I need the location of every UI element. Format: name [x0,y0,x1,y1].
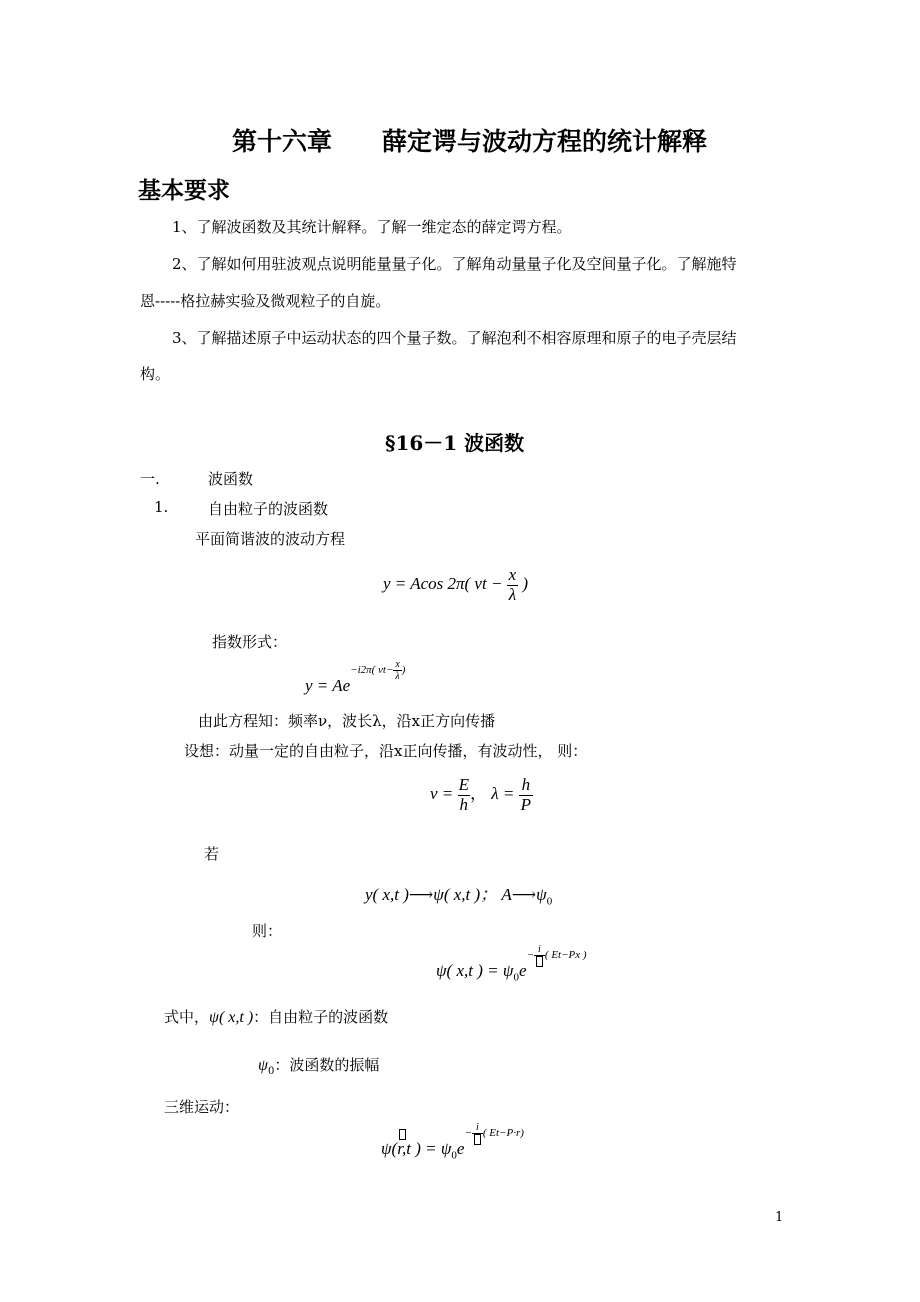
exponential-form-label: 指数形式： [212,633,288,651]
equation-plane-wave: y = Acos 2π( νt − $\frac{x}{\lambda}$ ) [383,565,528,604]
then-label: 则： [252,922,283,940]
equation-exponential-form: $y = Ae^{-i2\pi( \nu t- \frac{x}{\lambda} )}$ [305,658,406,695]
subsection-number: 1. [154,498,169,516]
from-equation-text: 由此方程知：频率ν，波长λ，沿x正方向传播 [198,712,496,730]
hbar-placeholder-icon [536,956,543,967]
hbar-placeholder-icon [474,1134,481,1145]
page-title: 第十六章 薛定谔与波动方程的统计解释 [232,127,708,156]
assumption-text: 设想：动量一定的自由粒子，沿x正向传播，有波动性， 则： [184,742,588,760]
requirement-item-2-line-2: 恩-----格拉赫实验及微观粒子的自旋。 [140,292,391,310]
vector-arrow-placeholder-icon [399,1129,406,1140]
three-dimensional-label: 三维运动： [164,1098,240,1116]
equation-replacement: y( x,t )⟶ψ( x,t )； $A⟶\psi_0$ [365,885,553,908]
part-number: 一. [140,470,160,488]
requirement-item-3-line-1: 3、了解描述原子中运动状态的四个量子数。了解泡利不相容原理和原子的电子壳层结 [172,329,737,347]
section-heading: §16－1 波函数 [385,431,525,455]
where-text: 式中，ψ( x,t )：自由粒子的波函数 [164,1008,389,1026]
part-title: 波函数 [208,470,254,488]
equation-free-particle-wavefunction: ψ( x,t ) = $\psi_0e-$ i ( Et−Px ) [436,943,587,984]
requirement-item-3-line-2: 构。 [140,365,171,383]
requirement-item-2-line-1: 2、了解如何用驻波观点说明能量量子化。了解角动量量子化及空间量子化。了解施特 [172,255,737,273]
equation-3d-wavefunction: ψ( r,t ) = $\psi_0e-$ i ( Et−P·r) [381,1121,524,1162]
plane-wave-label: 平面简谐波的波动方程 [195,530,346,548]
page-number: 1 [775,1210,784,1225]
requirements-heading: 基本要求 [138,177,230,204]
amplitude-text: $\psi_0$：波函数的振幅 [258,1056,380,1077]
subsection-title: 自由粒子的波函数 [208,500,329,518]
requirement-item-1: 1、了解波函数及其统计解释。了解一维定态的薛定谔方程。 [172,218,572,236]
equation-frequency-wavelength: ν = $\frac{E}{h}$ ， λ = $\frac{h}{P}$ [430,775,532,814]
if-label: 若 [204,845,220,863]
